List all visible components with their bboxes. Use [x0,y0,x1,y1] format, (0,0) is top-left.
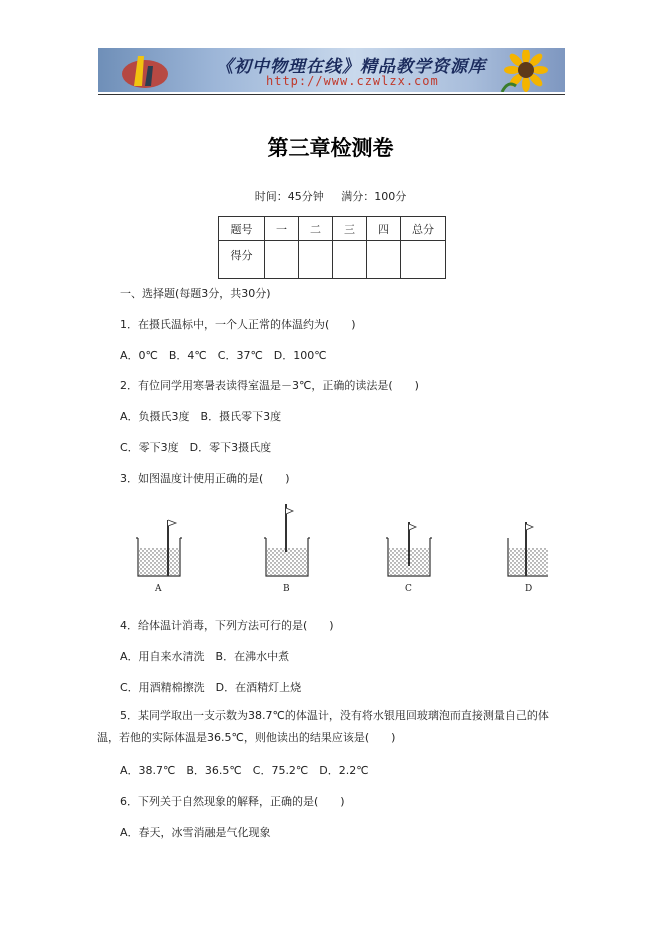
figure-label-c: C [405,584,412,594]
figure-label-d: D [525,584,533,594]
score-input-cell[interactable] [333,241,367,279]
score-header-cell: 三 [333,217,367,241]
beaker-c [386,522,432,576]
score-header-cell: 一 [265,217,299,241]
section-heading: 一、选择题(每题3分，共30分) [120,287,271,300]
exam-meta: 时间：45分钟 满分：100分 [254,190,407,203]
thermometer-figure [128,500,548,600]
figure-label-b: B [283,584,290,594]
thermometer-diagram [128,500,548,600]
score-header-cell: 二 [299,217,333,241]
score-header-cell: 四 [367,217,401,241]
question-4-stem: 4．给体温计消毒，下列方法可行的是( ) [120,619,334,632]
banner-title: 《初中物理在线》精品教学资源库 [216,57,486,77]
question-2-options-2: C．零下3度 D．零下3摄氏度 [120,441,272,454]
question-1-options: A．0℃ B．4℃ C．37℃ D．100℃ [120,349,327,362]
question-5-options: A．38.7℃ B．36.5℃ C．75.2℃ D．2.2℃ [120,764,369,777]
question-4-options-1: A．用自来水清洗 B．在沸水中煮 [120,650,290,663]
score-header-cell: 总分 [401,217,446,241]
beaker-d [508,522,548,576]
question-6-stem: 6．下列关于自然现象的解释，正确的是( ) [120,795,345,808]
figure-label-a: A [155,584,162,594]
header-banner [98,48,565,92]
banner-url[interactable]: http://www.czwlzx.com [266,74,439,88]
score-input-cell[interactable] [299,241,333,279]
logo-icon [120,52,170,90]
score-input-cell[interactable] [367,241,401,279]
sunflower-icon [494,50,554,92]
question-1-stem: 1．在摄氏温标中，一个人正常的体温约为( ) [120,318,356,331]
question-2-stem: 2．有位同学用寒暑表读得室温是－3℃，正确的读法是( ) [120,379,419,392]
question-6-option-a: A．春天，冰雪消融是气化现象 [120,826,271,839]
score-table [218,216,446,279]
beaker-a [136,520,182,576]
score-input-cell[interactable] [401,241,446,279]
score-header-cell: 题号 [219,217,265,241]
question-4-options-2: C．用酒精棉擦洗 D．在酒精灯上烧 [120,681,302,694]
question-2-options-1: A．负摄氏3度 B．摄氏零下3度 [120,410,282,423]
question-3-stem: 3．如图温度计使用正确的是( ) [120,472,290,485]
beaker-b [264,504,310,576]
question-5-stem: 5．某同学取出一支示数为38.7℃的体温计，没有将水银甩回玻璃泡而直接测量自己的体温，若他的实际体温是36.5℃，则他读出的结果应该是( ) [97,709,549,744]
score-row-label: 得分 [219,241,265,279]
header-rule [98,94,565,95]
score-input-cell[interactable] [265,241,299,279]
page-title: 第三章检测卷 [267,135,394,160]
